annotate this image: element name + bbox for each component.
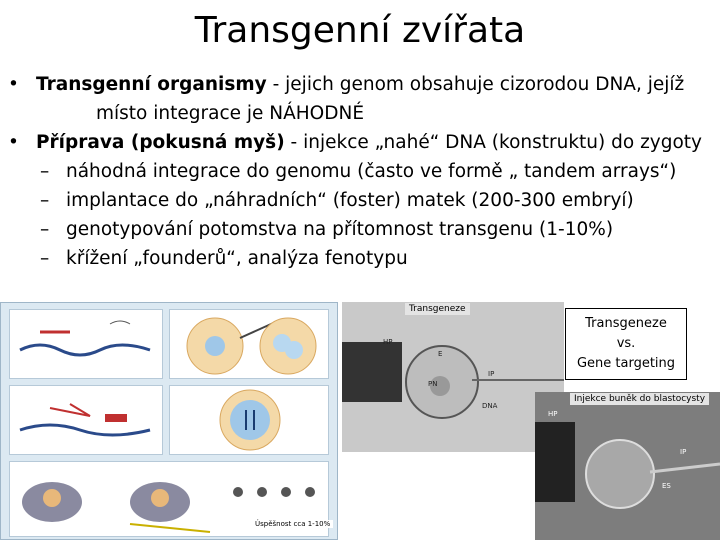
dash-icon: – xyxy=(40,161,50,182)
bullet-bold-term: Transgenní organismy xyxy=(36,74,267,95)
zygote-panel xyxy=(169,385,329,455)
microinjection-photo xyxy=(342,302,564,452)
transgeneze-photo-label: Transgeneze xyxy=(405,303,470,315)
comparison-box xyxy=(565,308,687,380)
bullet-bold-term: Příprava (pokusná myš) xyxy=(36,132,285,153)
dash-icon: – xyxy=(40,248,50,269)
sub-bullet-text: náhodná integrace do genomu (často ve formě „ tandem arrays“) xyxy=(66,161,677,182)
bullet-text: - injekce „nahé“ DNA (konstruktu) do zygoty xyxy=(284,132,702,153)
bullet-list xyxy=(8,70,713,273)
egg-injection-panel xyxy=(169,309,329,379)
sub-bullet-text: křížení „founderů“, analýza fenotypu xyxy=(66,248,408,269)
bullet-text: - jejich genom obsahuje cizorodou DNA, jejíž xyxy=(266,74,685,95)
sub-bullet xyxy=(8,215,713,244)
microinjection-image-icon xyxy=(342,302,564,452)
ip-label-2: IP xyxy=(680,448,687,456)
hp-label-2: HP xyxy=(548,410,558,418)
es-label: ES xyxy=(662,482,671,490)
ip-label: IP xyxy=(488,370,495,378)
slide-title: Transgenní zvířata xyxy=(194,10,526,51)
success-rate-label: Úspěšnost cca 1-10% xyxy=(252,520,333,528)
blastocyst-injection-label: Injekce buněk do blastocysty xyxy=(570,393,709,405)
dna-strands-icon xyxy=(10,310,162,378)
bullet-continuation: místo integrace je NÁHODNÉ xyxy=(96,103,365,124)
integration-panel xyxy=(9,385,163,455)
hp-label: HP xyxy=(383,338,393,346)
pn-label: PN xyxy=(428,380,438,388)
transgenesis-schematic-figure xyxy=(0,302,338,540)
bullet-dot-icon: • xyxy=(8,74,19,95)
comparison-line-3: Gene targeting xyxy=(576,356,676,371)
dna-label: DNA xyxy=(482,402,498,410)
sub-bullet-text: implantace do „náhradních“ (foster) matek (200-300 embryí) xyxy=(66,190,634,211)
bullet-dot-icon: • xyxy=(8,132,19,153)
bullet-transgenic-organisms xyxy=(8,70,713,128)
sub-bullet-text: genotypování potomstva na přítomnost transgenu (1-10%) xyxy=(66,219,614,240)
dna-construct-panel xyxy=(9,309,163,379)
sub-bullet xyxy=(8,244,713,273)
e-label: E xyxy=(438,350,443,358)
integration-strands-icon xyxy=(10,386,162,454)
comparison-line-1: Transgeneze xyxy=(585,316,667,331)
bullet-preparation xyxy=(8,128,713,157)
blastocyst-image-icon xyxy=(535,392,720,540)
comparison-line-2: vs. xyxy=(616,336,636,351)
dash-icon: – xyxy=(40,219,50,240)
zygote-icon xyxy=(170,386,328,454)
egg-cell-icon xyxy=(170,310,328,378)
sub-bullet xyxy=(8,186,713,215)
sub-bullet xyxy=(8,157,713,186)
dash-icon: – xyxy=(40,190,50,211)
blastocyst-injection-photo xyxy=(535,392,720,540)
